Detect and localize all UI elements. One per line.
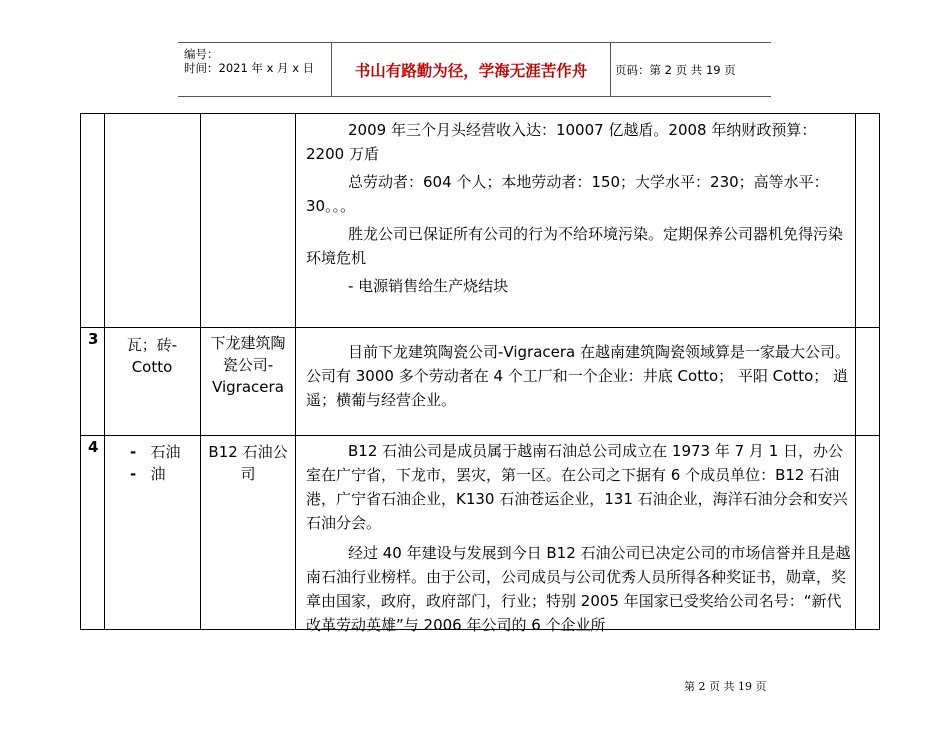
doc-time-label: 时间：2021 年 x 月 x 日	[184, 61, 315, 75]
table-border	[855, 113, 856, 630]
product-cell: 瓦；砖-Cotto	[126, 336, 178, 376]
list-item	[130, 441, 181, 463]
paragraph: 总劳动者：604 个人；本地劳动者：150；大学水平：230；高等水平：30。。。	[306, 173, 829, 215]
table-border	[104, 113, 105, 630]
page-footer: 第 2 页 共 19 页	[684, 680, 767, 693]
bullet: -	[130, 443, 137, 461]
list-item	[130, 463, 181, 485]
paragraph: - 电源销售给生产烧结块	[348, 277, 509, 295]
bullet: -	[130, 465, 137, 483]
table-border	[295, 113, 296, 630]
table-border	[200, 113, 201, 630]
row-number: 4	[88, 438, 99, 456]
company-cell: 下龙建筑陶瓷公司-Vigracera	[210, 334, 286, 396]
table-border	[80, 435, 880, 436]
page-header	[178, 42, 771, 97]
product-item: 油	[150, 465, 166, 483]
header-meta	[184, 47, 314, 75]
content-table	[80, 113, 880, 634]
header-page-info: 页码：第 2 页 共 19 页	[615, 62, 736, 77]
paragraph: 经过 40 年建设与发展到今日 B12 石油公司已决定公司的市场信誉并且是越南石油行业榜样。由于公司，公司成员与公司优秀人员所得各种奖证书，勋章，奖章由国家，政府，政府部门，行业；特别 2005 年国家已受奖给公司名号：“新代改革劳动英雄”与 2006 年公司的 6 个企业所	[306, 544, 851, 634]
row-number: 3	[88, 330, 99, 348]
paragraph: 目前下龙建筑陶瓷公司-Vigracera 在越南建筑陶瓷领域算是一家最大公司。公司有 3000 多个劳动者在 4 个工厂和一个企业：井底 Cotto； 平阳 Cotto； 逍遥；横葡与经营企业。	[306, 343, 850, 409]
paragraph: B12 石油公司是成员属于越南石油总公司成立在 1973 年 7 月 1 日，办公室在广宁省，下龙市，罢灾，第一区。在公司之下据有 6 个成员单位：B12 石油港，广宁省石油企业，K130 石油苍运企业，131 石油企业，海洋石油分会和安兴石油分会。	[306, 442, 848, 532]
paragraph: 胜龙公司已保证所有公司的行为不给环境污染。定期保养公司器机免得污染环境危机	[306, 225, 844, 267]
product-item: 石油	[150, 443, 181, 461]
product-list	[130, 441, 181, 485]
table-border	[80, 113, 81, 630]
table-border	[879, 113, 880, 630]
paragraph: 2009 年三个月头经营收入达：10007 亿越盾。2008 年纳财政预算：2200 万盾	[306, 121, 817, 163]
table-border	[80, 327, 880, 328]
header-motto: 书山有路勤为径，学海无涯苦作舟	[331, 43, 611, 96]
company-cell: B12 石油公司	[208, 443, 288, 483]
doc-number-label: 编号：	[184, 47, 219, 61]
table-border	[80, 113, 880, 114]
